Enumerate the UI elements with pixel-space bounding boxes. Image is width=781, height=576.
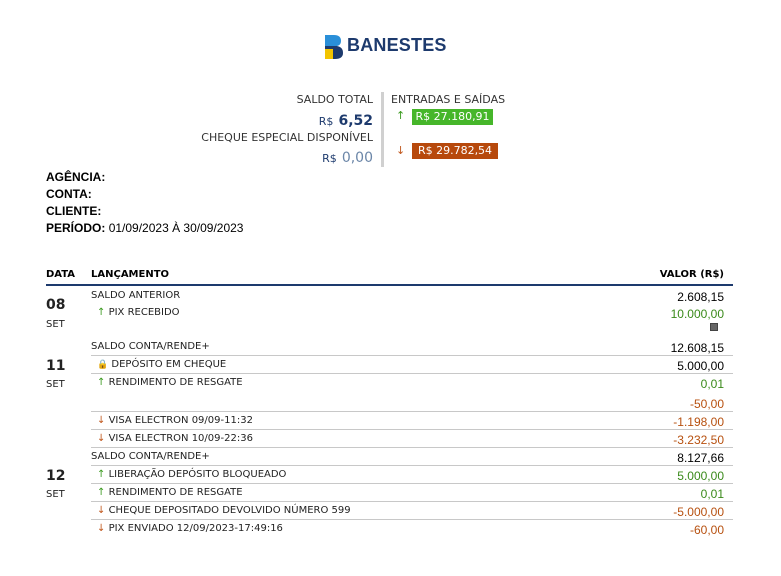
row-value: -5.000,00 bbox=[673, 505, 724, 519]
receipt-icon[interactable] bbox=[710, 323, 718, 331]
day-label: 12 bbox=[46, 468, 66, 484]
saldo-total-label: SALDO TOTAL bbox=[296, 93, 373, 106]
table-row bbox=[91, 448, 724, 466]
row-description: PIX RECEBIDO bbox=[108, 307, 180, 318]
saldo-total-amount: 6,52 bbox=[338, 113, 373, 129]
banestes-logo-icon bbox=[325, 35, 343, 59]
lock-icon: 🔒 bbox=[97, 360, 109, 370]
row-description: LIBERAÇÃO DEPÓSITO BLOQUEADO bbox=[108, 469, 287, 480]
arrow-up-icon: ↑ bbox=[97, 469, 106, 480]
periodo-field bbox=[46, 221, 243, 235]
row-value: 5.000,00 bbox=[677, 359, 724, 373]
table-row bbox=[91, 338, 724, 356]
row-description: RENDIMENTO DE RESGATE bbox=[108, 377, 243, 388]
row-value: 5.000,00 bbox=[677, 469, 724, 483]
table-row bbox=[91, 520, 724, 538]
day-label: 08 bbox=[46, 297, 66, 313]
month-label: SET bbox=[46, 379, 65, 390]
row-value: 12.608,15 bbox=[670, 341, 724, 355]
arrow-down-icon: ↓ bbox=[97, 505, 106, 516]
summary-divider bbox=[381, 92, 384, 167]
row-description: SALDO ANTERIOR bbox=[91, 290, 181, 301]
day-label: 11 bbox=[46, 358, 66, 374]
table-row bbox=[91, 412, 724, 430]
arrow-up-icon: ↑ bbox=[396, 109, 406, 122]
month-label: SET bbox=[46, 489, 65, 500]
cheque-amount: 0,00 bbox=[341, 150, 373, 166]
brand-name: BANESTES bbox=[347, 35, 447, 55]
conta-field bbox=[46, 187, 92, 201]
header-lancamento: LANÇAMENTO bbox=[91, 269, 170, 280]
arrow-down-icon: ↓ bbox=[97, 523, 106, 534]
header-rule bbox=[46, 284, 733, 286]
table-row bbox=[91, 430, 724, 448]
row-description: PIX ENVIADO 12/09/2023-17:49:16 bbox=[108, 523, 283, 534]
agencia-field bbox=[46, 170, 105, 184]
saldo-total-value bbox=[319, 110, 373, 129]
table-row bbox=[91, 394, 724, 412]
table-row bbox=[91, 502, 724, 520]
table-row bbox=[91, 484, 724, 502]
row-description: SALDO CONTA/RENDE+ bbox=[91, 341, 210, 352]
row-description: VISA ELECTRON 09/09-11:32 bbox=[108, 415, 253, 426]
table-row[interactable] bbox=[91, 304, 724, 338]
arrow-down-icon: ↓ bbox=[396, 144, 406, 157]
periodo-value: 01/09/2023 À 30/09/2023 bbox=[108, 221, 244, 235]
saidas-value-badge: R$ 29.782,54 bbox=[412, 143, 498, 159]
entradas-value-badge: R$ 27.180,91 bbox=[412, 109, 493, 125]
table-row bbox=[91, 287, 724, 305]
row-description: SALDO CONTA/RENDE+ bbox=[91, 451, 210, 462]
row-value: 0,01 bbox=[700, 487, 724, 501]
row-description: DEPÓSITO EM CHEQUE bbox=[111, 359, 227, 370]
arrow-up-icon: ↑ bbox=[97, 307, 106, 318]
row-description: RENDIMENTO DE RESGATE bbox=[108, 487, 243, 498]
row-value: -1.198,00 bbox=[673, 415, 724, 429]
table-row bbox=[91, 356, 724, 374]
row-value: -60,00 bbox=[689, 523, 724, 537]
arrow-up-icon: ↑ bbox=[97, 377, 106, 388]
arrow-up-icon: ↑ bbox=[97, 487, 106, 498]
arrow-down-icon: ↓ bbox=[97, 433, 106, 444]
cliente-field bbox=[46, 204, 101, 218]
conta-label: CONTA: bbox=[46, 187, 92, 201]
cheque-currency: R$ bbox=[322, 152, 337, 165]
table-row bbox=[91, 374, 724, 392]
row-description: CHEQUE DEPOSITADO DEVOLVIDO NÚMERO 599 bbox=[108, 505, 351, 516]
row-value: 10.000,00 bbox=[670, 307, 724, 321]
agencia-label: AGÊNCIA: bbox=[46, 170, 106, 184]
cheque-especial-label: CHEQUE ESPECIAL DISPONÍVEL bbox=[201, 131, 373, 144]
periodo-label: PERÍODO: bbox=[46, 221, 106, 235]
header-valor: VALOR (R$) bbox=[659, 269, 724, 280]
row-value: -3.232,50 bbox=[673, 433, 724, 447]
row-value: -50,00 bbox=[689, 397, 724, 411]
arrow-down-icon: ↓ bbox=[97, 415, 106, 426]
row-value: 8.127,66 bbox=[677, 451, 724, 465]
cliente-label: CLIENTE: bbox=[46, 204, 102, 218]
month-label: SET bbox=[46, 319, 65, 330]
entradas-saidas-label: ENTRADAS E SAÍDAS bbox=[391, 93, 506, 106]
table-row bbox=[91, 466, 724, 484]
row-description: VISA ELECTRON 10/09-22:36 bbox=[108, 433, 253, 444]
cheque-especial-value bbox=[322, 147, 373, 166]
row-value: 2.608,15 bbox=[677, 290, 724, 304]
header-data: DATA bbox=[46, 269, 76, 280]
row-value: 0,01 bbox=[700, 377, 724, 391]
saldo-total-currency: R$ bbox=[318, 115, 334, 128]
